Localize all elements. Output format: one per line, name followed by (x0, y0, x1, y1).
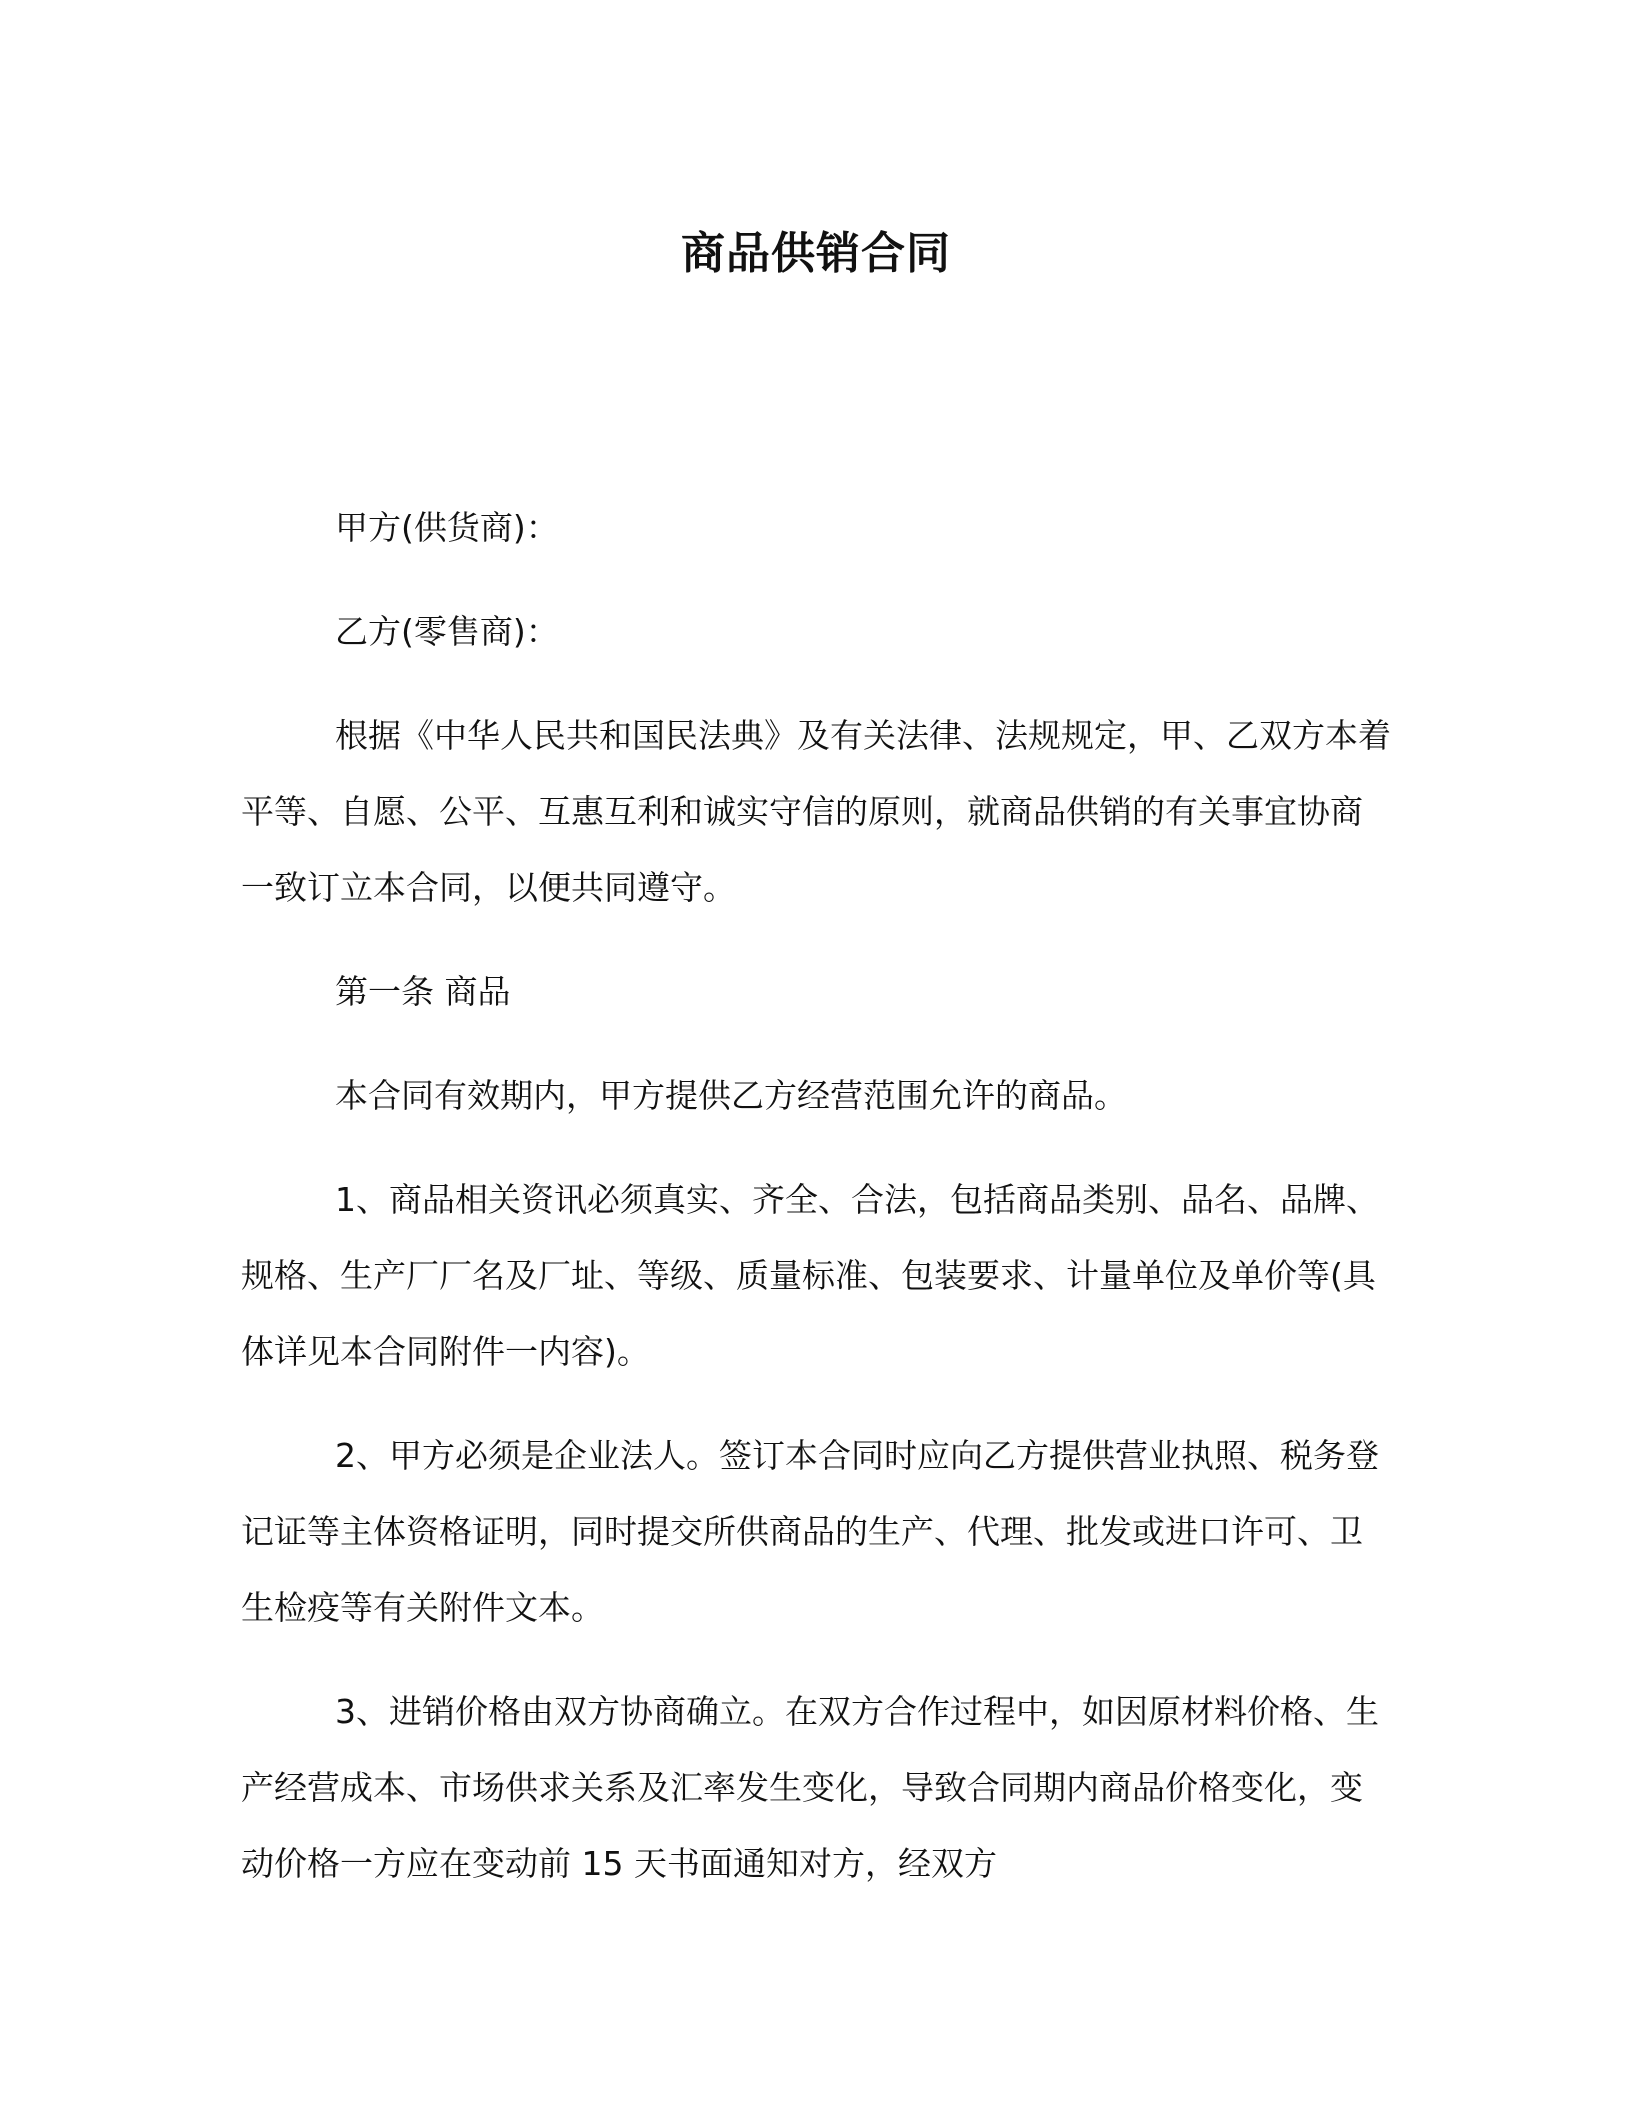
preamble-paragraph: 根据《中华人民共和国民法典》及有关法律、法规规定，甲、乙双方本着平等、自愿、公平、互惠互利和诚实守信的原则，就商品供销的有关事宜协商一致订立本合同，以便共同遵守。 (241, 716, 1391, 907)
clause-3-paragraph: 3、进销价格由双方协商确立。在双方合作过程中，如因原材料价格、生产经营成本、市场供求关系及汇率发生变化，导致合同期内商品价格变化，变动价格一方应在变动前 15 天书面通知对方，经双方 (241, 1692, 1379, 1883)
party-a-line: 甲方(供货商)： (335, 508, 559, 547)
article-heading: 第一条 商品 (335, 972, 511, 1011)
clause-2-paragraph: 2、甲方必须是企业法人。签订本合同时应向乙方提供营业执照、税务登记证等主体资格证明，同时提交所供商品的生产、代理、批发或进口许可、卫生检疫等有关附件文本。 (241, 1436, 1379, 1627)
party-b-line: 乙方(零售商)： (335, 612, 559, 651)
clause-1-paragraph: 1、商品相关资讯必须真实、齐全、合法，包括商品类别、品名、品牌、规格、生产厂厂名及厂址、等级、质量标准、包装要求、计量单位及单价等(具体详见本合同附件一内容)。 (241, 1180, 1379, 1371)
document-title: 商品供销合同 (681, 228, 951, 279)
document-body (241, 490, 1391, 1930)
article-intro-paragraph: 本合同有效期内，甲方提供乙方经营范围允许的商品。 (335, 1076, 1127, 1115)
